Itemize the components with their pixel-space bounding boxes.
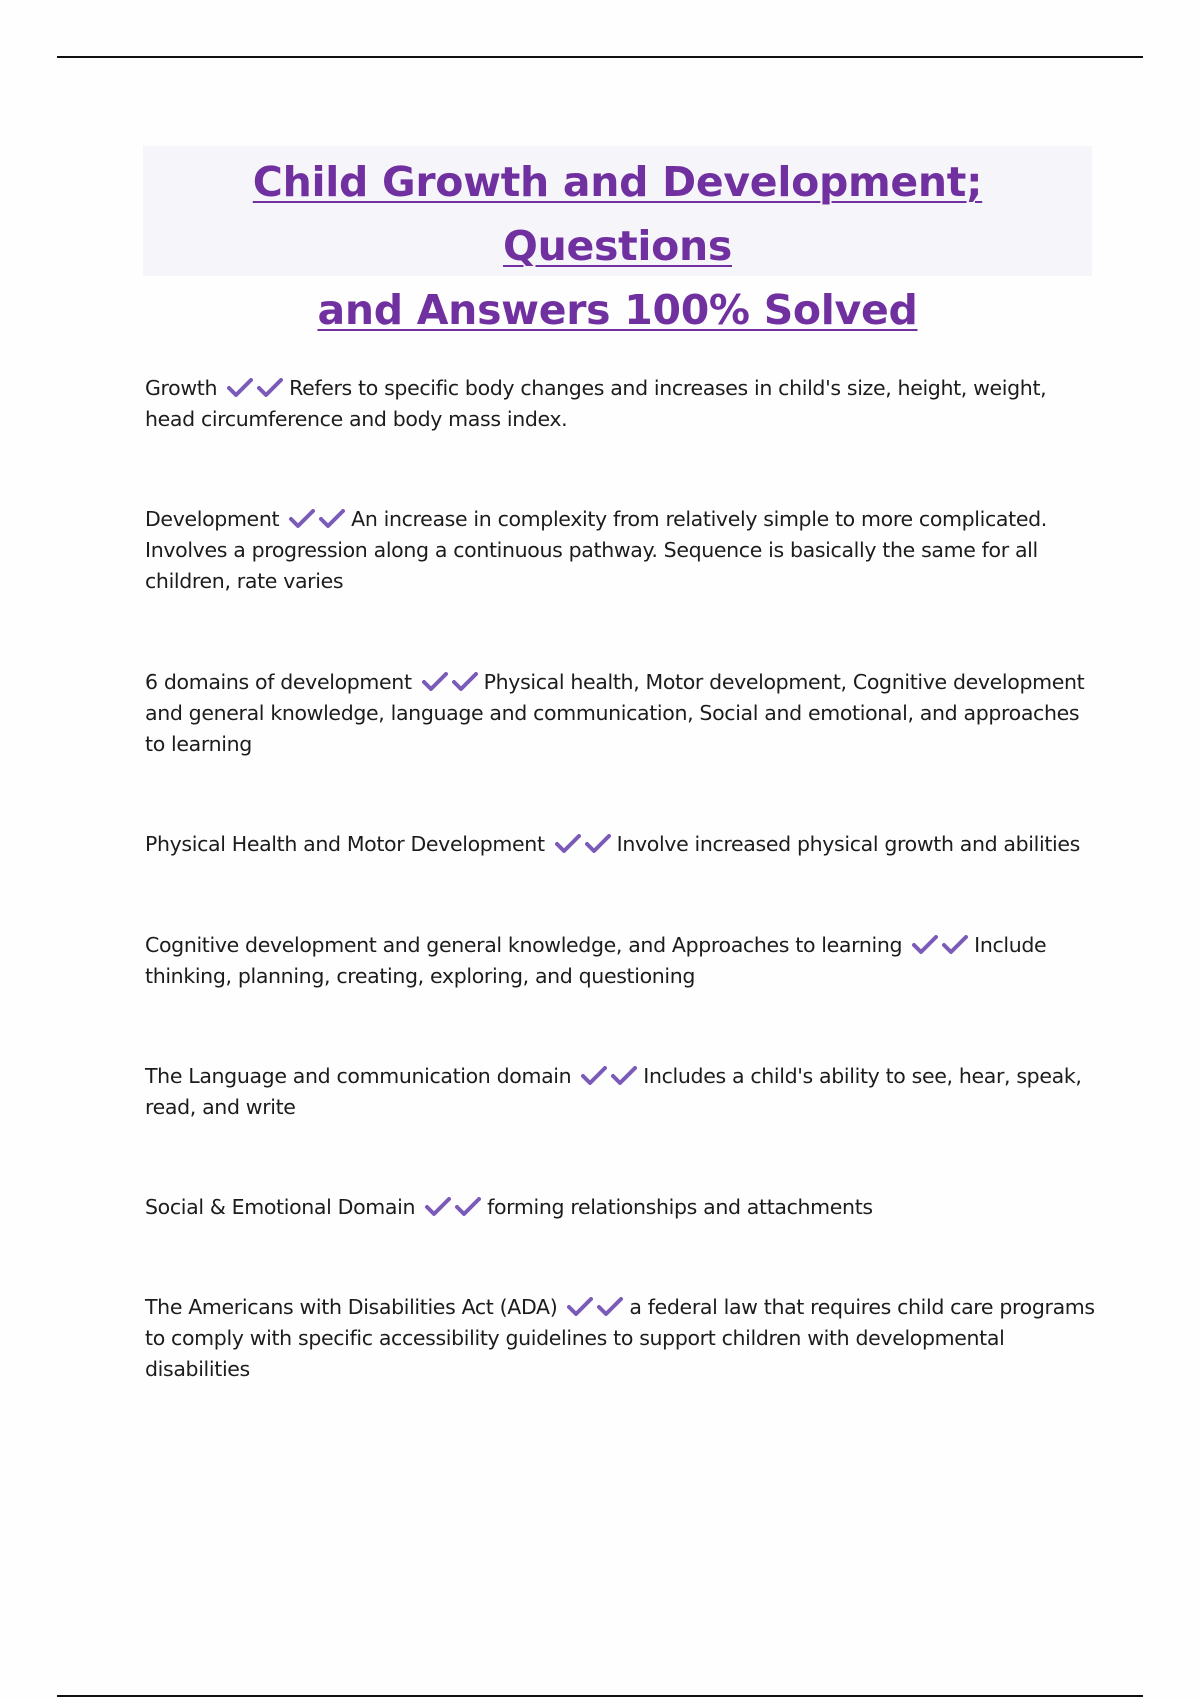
qa-item (145, 504, 1095, 597)
check-icon (581, 1066, 607, 1086)
check-pair (227, 373, 287, 404)
check-icon (289, 509, 315, 529)
title-box (143, 146, 1092, 334)
check-icon (942, 935, 968, 955)
check-pair (422, 667, 482, 698)
check-pair (425, 1192, 485, 1223)
check-icon (611, 1066, 637, 1086)
qa-term: Cognitive development and general knowledge, and Approaches to learning (145, 933, 903, 957)
qa-term: The Language and communication domain (145, 1064, 572, 1088)
qa-definition: Include thinking, planning, creating, exploring, and questioning (145, 933, 1047, 988)
qa-item (145, 667, 1095, 760)
bottom-rule (57, 1695, 1143, 1697)
qa-definition: Physical health, Motor development, Cognitive development and general knowledge, language and communication, Social and emotional, and approaches to learning (145, 670, 1085, 756)
check-icon (597, 1297, 623, 1317)
check-icon (567, 1297, 593, 1317)
qa-definition: forming relationships and attachments (487, 1195, 873, 1219)
check-pair (581, 1061, 641, 1092)
check-icon (425, 1197, 451, 1217)
qa-term: Physical Health and Motor Development (145, 832, 545, 856)
qa-item (145, 829, 1095, 860)
check-pair (555, 829, 615, 860)
qa-definition: Includes a child's ability to see, hear, speak, read, and write (145, 1064, 1082, 1119)
top-rule (57, 56, 1143, 58)
qa-item (145, 373, 1095, 435)
document-title (143, 146, 1092, 342)
qa-definition: An increase in complexity from relatively simple to more complicated. Involves a progression along a continuous pathway. Sequence is basically the same for all children, rate varies (145, 507, 1047, 593)
check-icon (227, 378, 253, 398)
check-icon (257, 378, 283, 398)
qa-term: The Americans with Disabilities Act (ADA) (145, 1295, 558, 1319)
check-icon (912, 935, 938, 955)
qa-item (145, 930, 1095, 992)
qa-item (145, 1061, 1095, 1123)
check-pair (289, 504, 349, 535)
check-pair (912, 930, 972, 961)
qa-item (145, 1192, 1095, 1223)
check-pair (567, 1292, 627, 1323)
check-icon (319, 509, 345, 529)
check-icon (455, 1197, 481, 1217)
title-line-2: and Answers 100% Solved (317, 286, 918, 334)
check-icon (555, 834, 581, 854)
qa-item (145, 1292, 1095, 1385)
qa-term: Social & Emotional Domain (145, 1195, 416, 1219)
qa-definition: Involve increased physical growth and abilities (616, 832, 1080, 856)
qa-term: Growth (145, 376, 218, 400)
title-line-1: Child Growth and Development; Questions (252, 158, 983, 270)
qa-definition: a federal law that requires child care programs to comply with specific accessibility guidelines to support children with developmental disabilities (145, 1295, 1095, 1381)
qa-term: 6 domains of development (145, 670, 412, 694)
check-icon (422, 672, 448, 692)
check-icon (452, 672, 478, 692)
qa-term: Development (145, 507, 280, 531)
check-icon (585, 834, 611, 854)
qa-definition: Refers to specific body changes and increases in child's size, height, weight, head circumference and body mass index. (145, 376, 1047, 431)
